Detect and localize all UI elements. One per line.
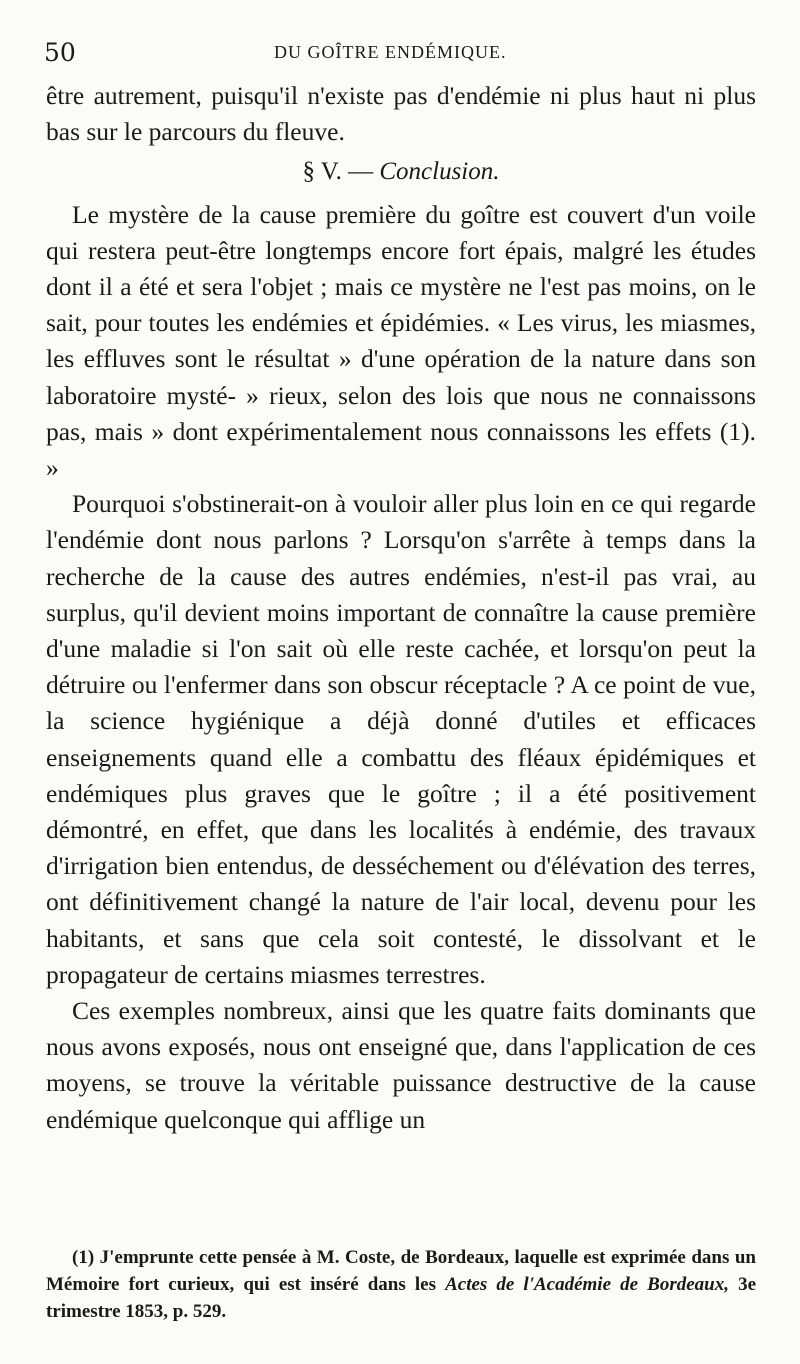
paragraph-1: être autrement, puisqu'il n'existe pas d'endémie ni plus haut ni plus bas sur le parcours du fleuve. (46, 81, 756, 147)
page-header (44, 38, 756, 74)
footnote-title: Actes de l'Académie de Bordeaux, (445, 1274, 729, 1295)
running-head: DU GOÎTRE ENDÉMIQUE. (274, 42, 507, 62)
footnote (46, 1244, 756, 1325)
footnote-text-1: (1) J'emprunte cette pensée à M. Coste, de Bordeaux, laquelle est exprimée dans un Mémoire fort curieux, qui est inséré dans les (46, 1247, 756, 1295)
section-heading (46, 154, 756, 190)
paragraph-2: Le mystère de la cause première du goître est couvert d'un voile qui restera peut-être longtemps encore fort épais, malgré les études dont il a été et sera l'objet ; mais ce mystère ne l'est pas moins, on le sait, pour toutes les endémies et épidémies. « Les virus, les miasmes, les effluves sont le résultat » d'une opération de la nature dans son laboratoire mysté- » rieux, selon des lois que nous ne connaissons pas, mais » dont expérimentalement nous connaissons les effets (1). » (46, 199, 756, 483)
paragraph-3: Pourquoi s'obstinerait-on à vouloir aller plus loin en ce qui regarde l'endémie dont nous parlons ? Lorsqu'on s'arrête à temps dans la recherche de la cause des autres endémies, n'est-il pas vrai, au surplus, qu'il devient moins important de connaître la cause première d'une maladie si l'on sait où elle reste cachée, et lorsqu'on peut la détruire ou l'enfermer dans son obscur réceptacle ? A ce point de vue, la science hygiénique a déjà donné d'utiles et efficaces enseignements quand elle a combattu des fléaux épidémiques et endémiques plus graves que le goître ; il a été positivement démontré, en effet, que dans les localités à endémie, des travaux d'irrigation bien entendus, de desséchement ou d'élévation des terres, ont définitivement changé la nature de l'air local, devenu pour les habitants, et sans que cela soit contesté, le dissolvant et le propagateur de certains miasmes terrestres. (46, 489, 756, 989)
body-text (46, 78, 756, 1138)
section-number: § V. — (302, 158, 374, 186)
paragraph-4: Ces exemples nombreux, ainsi que les quatre faits dominants que nous avons exposés, nous ont enseigné que, dans l'application de ces moyens, se trouve la véritable puissance destructive de la cause endémique quelconque qui afflige un (46, 996, 756, 1134)
footnote-text-2: 3e trimestre 1853, p. 529. (46, 1274, 757, 1322)
page-number: 50 (44, 38, 76, 67)
section-title: Conclusion. (379, 158, 500, 186)
